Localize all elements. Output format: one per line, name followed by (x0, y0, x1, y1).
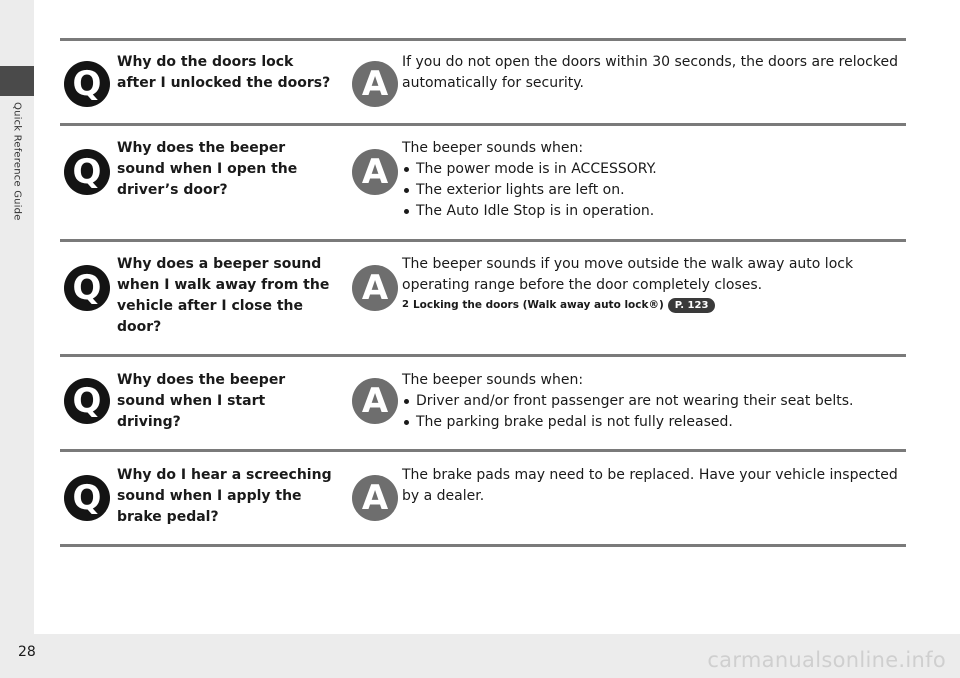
question-text: Why does the beeper sound when I open the driver’s door? (117, 140, 298, 198)
answer-block (402, 370, 902, 433)
answer-bullet-list (402, 391, 902, 433)
divider (60, 123, 906, 126)
question-text: Why do the doors lock after I unlocked the doors? (117, 54, 331, 91)
divider (60, 38, 906, 41)
answer-bullet: Driver and/or front passenger are not wearing their seat belts. (402, 391, 902, 412)
question-icon: Q (64, 265, 110, 311)
answer-text: The beeper sounds if you move outside the walk away auto lock operating range before the door completely closes. (402, 256, 854, 293)
answer-intro: The beeper sounds when: (402, 140, 584, 156)
answer-block (402, 465, 902, 507)
answer-bullet: The power mode is in ACCESSORY. (402, 159, 902, 180)
question-icon: Q (64, 149, 110, 195)
question-text: Why do I hear a screeching sound when I apply the brake pedal? (117, 467, 332, 525)
answer-icon: A (352, 265, 398, 311)
answer-bullet: The parking brake pedal is not fully released. (402, 412, 902, 433)
answer-text: If you do not open the doors within 30 seconds, the doors are relocked automatically for security. (402, 54, 898, 91)
answer-bullet: The exterior lights are left on. (402, 180, 902, 201)
divider (60, 449, 906, 452)
cross-reference-link[interactable] (402, 297, 902, 313)
watermark: carmanualsonline.info (707, 648, 946, 672)
answer-block (402, 254, 902, 313)
answer-block (402, 138, 902, 222)
question-icon: Q (64, 378, 110, 424)
question-icon: Q (64, 475, 110, 521)
answer-bullet-list (402, 159, 902, 222)
answer-icon: A (352, 475, 398, 521)
page-reference-badge[interactable]: P. 123 (668, 298, 716, 313)
answer-text: The brake pads may need to be replaced. Have your vehicle inspected by a dealer. (402, 467, 898, 504)
chapter-tab-marker[interactable] (0, 66, 34, 96)
chapter-sidebar (0, 0, 34, 634)
question-text: Why does the beeper sound when I start driving? (117, 372, 286, 430)
page-number: 28 (18, 644, 36, 660)
divider (60, 239, 906, 242)
cross-reference-text: Locking the doors (Walk away auto lock®) (412, 299, 664, 311)
reference-arrow-icon: 2 (402, 299, 409, 310)
chapter-label: Quick Reference Guide (11, 102, 23, 221)
answer-icon: A (352, 378, 398, 424)
answer-block (402, 52, 902, 94)
answer-icon: A (352, 149, 398, 195)
question-icon: Q (64, 61, 110, 107)
answer-bullet: The Auto Idle Stop is in operation. (402, 201, 902, 222)
question-text: Why does a beeper sound when I walk away from the vehicle after I close the door? (117, 256, 330, 335)
answer-intro: The beeper sounds when: (402, 372, 584, 388)
answer-icon: A (352, 61, 398, 107)
divider (60, 544, 906, 547)
divider (60, 354, 906, 357)
